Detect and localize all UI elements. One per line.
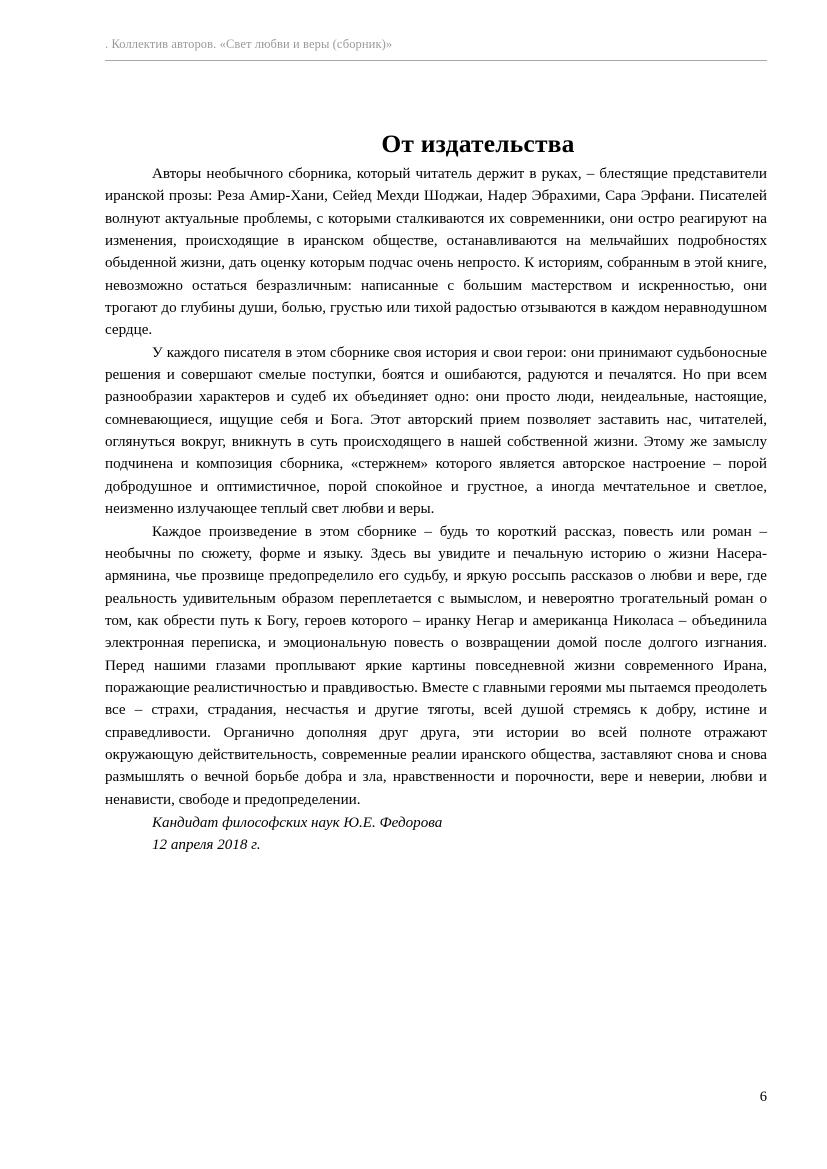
signature-date: 12 апреля 2018 г. <box>152 837 261 854</box>
paragraph-2: У каждого писателя в этом сборнике своя история и свои герои: они принимают судьбоносные решения и совершают смелые поступки, боятся и ошибаются, радуются и печалятся. Но при всем разнообразии характеров и судеб их объединяет одно: они просто люди, неидеальные, настоящие, сомневающиеся, ищущие себя и Бога. Этот авторский прием позволяет заставить нас, читателей, оглянуться вокруг, вникнуть в суть происходящего в нашей собственной жизни. Этому же замыслу подчинена и композиция сборника, «стержнем» которого является авторское настроение – порой добродушное и оптимистичное, порой спокойное и грустное, а иногда мечтательное и светлое, неизменно излучающее теплый свет любви и веры. <box>105 344 767 518</box>
body-text-block <box>105 163 767 857</box>
signature-author: Кандидат философских наук Ю.Е. Федорова <box>152 814 443 831</box>
paragraph-3: Каждое произведение в этом сборнике – будь то короткий рассказ, повесть или роман – необычны по сюжету, форме и языку. Здесь вы увидите и печальную историю о жизни Насера-армянина, чье прозвище предопределило его судьбу, и яркую россыпь рассказов о любви и вере, где реальность удивительным образом переплетается с вымыслом, и невероятно трогательный роман о том, как обрести путь к Богу, героев которого – иранку Негар и американца Николаса – объединила электронная переписка, и эмоциональную повесть о возвращении домой после долгого изгнания. Перед нашими глазами проплывают яркие картины повседневной жизни современного Ирана, поражающие реалистичностью и правдивостью. Вместе с главными героями мы пытаемся преодолеть все – страхи, страдания, несчастья и другие тяготы, всей душой стремясь к добру, истине и справедливости. Органично дополняя друг друга, эти истории во всей полноте отражают окружающую действительность, современные реалии иранского общества, заставляют снова и снова размышлять о вечной борьбе добра и зла, нравственности и порочности, вере и неверии, любви и ненависти, свободе и предопределении. <box>105 523 767 808</box>
running-header-text: . Коллектив авторов. «Свет любви и веры (сборник)» <box>105 37 393 51</box>
header-divider-rule <box>105 60 767 61</box>
paragraph-1: Авторы необычного сборника, который читатель держит в руках, – блестящие представители иранской прозы: Реза Амир-Хани, Сейед Мехди Шоджаи, Надер Эбрахими, Сара Эрфани. Писателей волнуют актуальные проблемы, с которыми сталкиваются их современники, они остро реагируют на изменения, происходящие в иранском обществе, останавливаются на мельчайших подробностях обыденной жизни, дать оценку которым подчас очень непросто. К историям, собранным в этой книге, невозможно остаться безразличным: написанные с большим мастерством и искренностью, они трогают до глубины души, болью, грустью или тихой радостью отзываются в каждом неравнодушном сердце. <box>105 166 767 339</box>
running-header <box>105 36 767 52</box>
signature-block <box>105 812 767 857</box>
page-title: От издательства <box>381 129 575 159</box>
page-number: 6 <box>759 1089 767 1105</box>
